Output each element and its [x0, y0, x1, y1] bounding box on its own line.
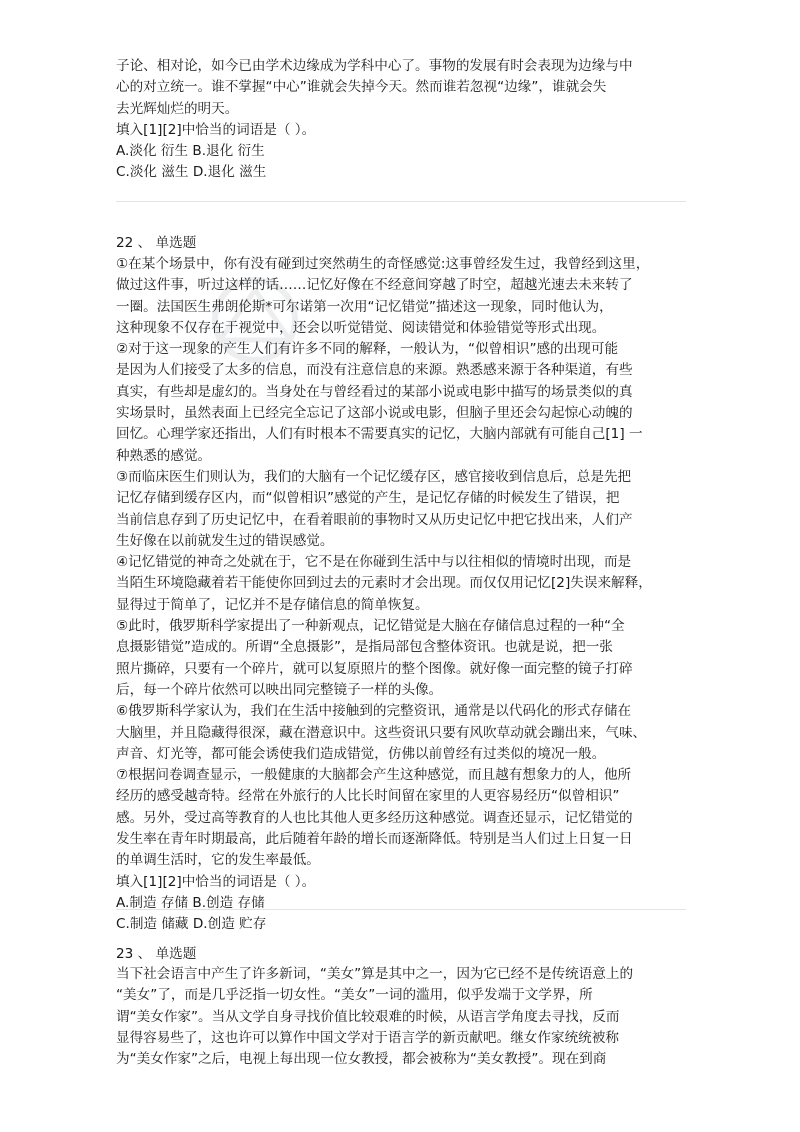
q23-line: “美女”了，而是几乎泛指一切女性。“美女”一词的滥用，似乎发端于文学界，所 [116, 987, 593, 1004]
q22-line: 做过这件事，听过这样的话……记忆好像在不经意间穿越了时空，超越光速去未来转了 [116, 277, 633, 294]
q22-line: 大脑里，并且隐藏得很深，藏在潜意识中。这些资讯只要有风吹草动就会蹦出来，气味、 [116, 724, 647, 741]
q23-line: 当下社会语言中产生了许多新词，“美女”算是其中之一，因为它已经不是传统语意上的 [116, 966, 634, 982]
q22-line: ④记忆错觉的神奇之处就在于，它不是在你碰到生活中与以往相似的情境时出现，而是 [116, 554, 632, 571]
q22-line: 息摄影错觉”造成的。所谓“全息摄影”，是指局部包含整体资讯。也就是说，把一张 [116, 639, 613, 656]
q22-line: 实场景时，虽然表面上已经完全忘记了这部小说或电影，但脑子里还会勾起惊心动魄的 [116, 405, 633, 422]
q22-options-ab: A.制造 存储 B.创造 存储 [116, 894, 265, 911]
q22-line: 显得过于简单了，记忆并不是存储信息的简单恢复。 [116, 596, 429, 613]
q22-line: ②对于这一现象的产生人们有许多不同的解释，一般认为，“似曾相识”感的出现可能 [116, 341, 619, 358]
q22-line: 是因为人们接受了太多的信息，而没有注意信息的来源。熟悉感来源于各种渠道，有些 [116, 362, 633, 379]
q21-line: 子论、相对论，如今已由学术边缘成为学科中心了。事物的发展有时会表现为边缘与中 [116, 58, 633, 74]
q21-line: 心的对立统一。谁不掌握“中心”谁就会失掉今天。然而谁若忽视“边缘”，谁就会失 [116, 79, 607, 96]
question-divider [116, 909, 686, 910]
q22-options-cd: C.制造 储藏 D.创造 贮存 [116, 916, 267, 933]
q21-options-cd: C.淡化 滋生 D.退化 滋生 [116, 164, 267, 181]
q22-line: 后，每一个碎片依然可以映出同完整镜子一样的头像。 [116, 681, 443, 698]
q22-line: 记忆存储到缓存区内，而“似曾相识”感觉的产生，是记忆存储的时候发生了错误，把 [116, 490, 620, 507]
q22-line: 声音、灯光等，都可能会诱使我们造成错觉，仿佛以前曾经有过类似的境况一般。 [116, 745, 606, 762]
q22-line: 的单调生活时，它的发生率最低。 [116, 852, 320, 869]
question-divider [116, 201, 686, 202]
q22-header: 22 、 单选题 [116, 235, 197, 251]
q22-line: 这种现象不仅存在于视觉中，还会以听觉错觉、阅读错觉和体验错觉等形式出现。 [116, 319, 606, 336]
q23-header: 23 、 单选题 [116, 946, 197, 962]
q22-body [116, 254, 686, 936]
q22-line: 发生率在青年时期最高，此后随着年龄的增长而逐渐降低。特别是当人们过上日复一日 [116, 831, 633, 848]
q22-prompt: 填入[1][2]中恰当的词语是（ ）。 [116, 873, 316, 890]
q22-line: 回忆。心理学家还指出，人们有时根本不需要真实的记忆，大脑内部就有可能自己[1] 一 [116, 426, 643, 443]
q22-line: 一圈。法国医生弗朗伦斯*可尔诺第一次用“记忆错觉”描述这一现象，同时他认为， [116, 298, 613, 315]
q21-line: 去光辉灿烂的明天。 [116, 100, 239, 117]
q22-line: 经历的感受越奇特。经常在外旅行的人比长时间留在家里的人更容易经历“似曾相识” [116, 788, 620, 805]
q22-line: ⑥俄罗斯科学家认为，我们在生活中接触到的完整资讯，通常是以代码化的形式存储在 [116, 703, 632, 720]
q23-body [116, 964, 686, 1070]
q22-line: 种熟悉的感觉。 [116, 447, 212, 464]
q22-line: 当陌生环境隐藏着若干能使你回到过去的元素时才会出现。而仅仅用记忆[2]失误来解释， [116, 575, 652, 592]
q22-line: ①在某个场景中，你有没有碰到过突然萌生的奇怪感觉:这事曾经发生过，我曾经到这里， [116, 256, 650, 272]
q22-line: 感。另外，受过高等教育的人也比其他人更多经历这种感觉。调查还显示，记忆错觉的 [116, 809, 633, 826]
q23-line: 显得容易些了，这也许可以算作中国文学对于语言学的新贡献吧。继女作家统统被称 [116, 1029, 619, 1046]
q21-prompt: 填入[1][2]中恰当的词语是（ ）。 [116, 121, 316, 138]
q22-line: ⑦根据问卷调查显示，一般健康的大脑都会产生这种感觉，而且越有想象力的人，他所 [116, 767, 632, 784]
q22-line: ⑤此时，俄罗斯科学家提出了一种新观点，记忆错觉是大脑在存储信息过程的一种“全 [116, 618, 625, 635]
q21-options-ab: A.淡化 衍生 B.退化 衍生 [116, 143, 265, 160]
q22-line: ③而临床医生们则认为，我们的大脑有一个记忆缓存区，感官接收到信息后，总是先把 [116, 468, 632, 485]
q23-line: 为“美女作家”之后，电视上每出现一位女教授，都会被称为“美女教授”。现在到商 [116, 1051, 607, 1068]
q22-line: 照片撕碎，只要有一个碎片，就可以复原照片的整个图像。就好像一面完整的镜子打碎 [116, 660, 633, 677]
q21-body [116, 56, 686, 184]
q22-line: 当前信息存到了历史记忆中，在看着眼前的事物时又从历史记忆中把它找出来，人们产 [116, 511, 633, 528]
q22-line: 生好像在以前就发生过的错误感觉。 [116, 532, 334, 549]
q23-line: 谓“美女作家”。当从文学自身寻找价值比较艰难的时候，从语言学角度去寻找，反而 [116, 1008, 620, 1025]
q22-line: 真实，有些却是虚幻的。当身处在与曾经看过的某部小说或电影中描写的场景类似的真 [116, 383, 633, 400]
